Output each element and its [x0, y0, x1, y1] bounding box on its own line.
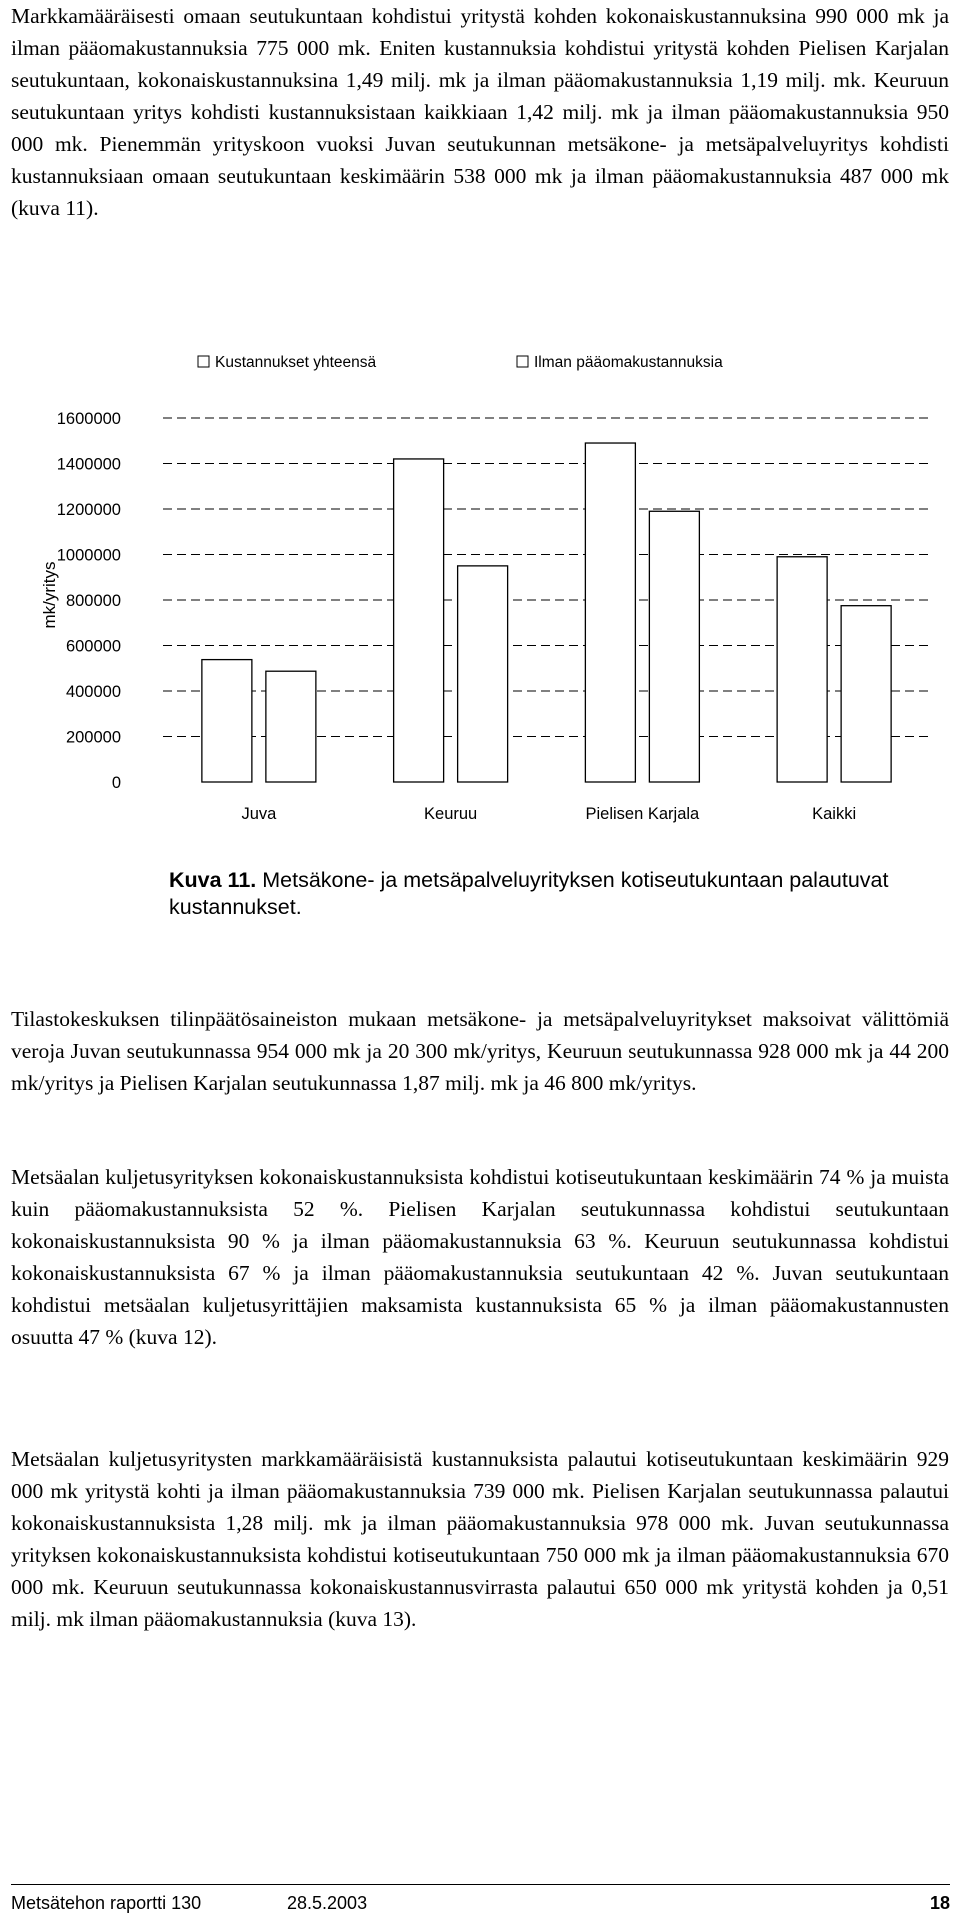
x-tick-label: Keuruu [424, 805, 478, 823]
y-axis-tick-labels [57, 410, 121, 792]
caption-label: Kuva 11. [169, 868, 257, 892]
legend-swatch [517, 356, 528, 367]
y-tick-label: 1400000 [56, 455, 121, 474]
x-tick-label: Pielisen Karjala [585, 805, 700, 823]
legend-label: Ilman pääomakustannuksia [534, 355, 723, 371]
bar [585, 443, 635, 782]
y-tick-label: 1600000 [56, 410, 121, 428]
y-axis-label: mk/yritys [40, 561, 59, 629]
chart-bars [202, 443, 891, 782]
footer-rule [11, 1884, 950, 1885]
x-axis-tick-labels [241, 805, 856, 823]
legend-label: Kustannukset yhteensä [215, 355, 377, 371]
bar [394, 459, 444, 782]
bar [777, 557, 827, 782]
y-tick-label: 200000 [65, 728, 121, 747]
y-tick-label: 800000 [65, 592, 121, 610]
paragraph-4: Metsäalan kuljetusyritysten markkamääräisistä kustannuksista palautui kotiseutukuntaan keskimäärin 929 000 mk yritystä kohti ja ilman pääomakustannuksia 739 000 mk. Pielisen Karjalan seutukunnassa palautui kokonaiskustannuksista 1,28 milj. mk ja ilman pääomakustannuksia 978 000 mk. Juvan seutukunnassa yrityksen kokonaiskustannuksista kohdistui kotiseutukuntaan 750 000 mk ja ilman pääomakustannuksia 670 000 mk. Keuruun seutukunnassa kokonaiskustannusvirrasta palautui 650 000 mk yritystä kohden ja 0,51 milj. mk ilman pääomakustannuksia (kuva 13). [11, 1447, 949, 1631]
figure-caption [169, 867, 929, 921]
y-tick-label: 600000 [65, 637, 121, 656]
paragraph-1: Markkamääräisesti omaan seutukuntaan kohdistui yritystä kohden kokonaiskustannuksina 990 000 mk ja ilman pääomakustannuksia 775 000 mk. Eniten kustannuksia kohdistui yritystä kohden Pielisen Karjalan seutukuntaan, kokonaiskustannuksina 1,49 milj. mk ja ilman pääomakustannuksia 1,19 milj. mk. Keuruun seutukuntaan yritys kohdisti kustannuksistaan kaikkiaan 1,42 milj. mk ja ilman pääomakustannuksia 950 000 mk. Pienemmän yrityskoon vuoksi Juvan seutukunnan metsäkone- ja metsäpalveluyritys kohdisti kustannuksiaan omaan seutukuntaan keskimäärin 538 000 mk ja ilman pääomakustannuksia 487 000 mk (kuva 11). [11, 4, 949, 220]
footer-publication: Metsätehon raportti 130 [11, 1893, 202, 1913]
bar [841, 606, 891, 782]
y-tick-label: 1000000 [56, 546, 121, 565]
x-tick-label: Juva [241, 805, 277, 823]
footer-date: 28.5.2003 [287, 1893, 368, 1913]
x-tick-label: Kaikki [812, 805, 857, 823]
bar [266, 671, 316, 782]
caption-text: Metsäkone- ja metsäpalveluyrityksen kotiseutukuntaan palautuvat kustannukset. [169, 868, 889, 919]
paragraph-3: Metsäalan kuljetusyrityksen kokonaiskustannuksista kohdistui kotiseutukuntaan keskimäärin 74 % ja muista kuin pääomakustannuksista 52 %. Pielisen Karjalan seutukunnassa kohdistui seutukuntaan kokonaiskustannuksista 90 % ja ilman pääomakustannuksia 63 %. Keuruun seutukunnassa kohdistui kokonaiskustannuksista 67 % ja ilman pääomakustannuksia seutukuntaan 42 %. Juvan seutukuntaan kohdistui metsäalan kuljetusyrittäjien maksamista kustannuksista 65 % ja ilman pääomakustannusten osuutta 47 % (kuva 12). [11, 1165, 949, 1349]
bar [202, 660, 252, 782]
paragraph-2: Tilastokeskuksen tilinpäätösaineiston mukaan metsäkone- ja metsäpalveluyritykset maksoivat välittömiä veroja Juvan seutukunnassa 954 000 mk ja 20 300 mk/yritys, Keuruun seutukunnassa 928 000 mk ja 44 200 mk/yritys ja Pielisen Karjalan seutukunnassa 1,87 milj. mk ja 46 800 mk/yritys. [11, 1007, 949, 1095]
bar-chart [0, 355, 960, 855]
y-tick-label: 400000 [65, 683, 121, 701]
y-tick-label: 0 [111, 774, 121, 792]
bar [458, 566, 508, 782]
bar [649, 511, 699, 782]
page-number: 18 [929, 1893, 950, 1913]
chart-legend [198, 355, 723, 371]
y-tick-label: 1200000 [56, 501, 121, 519]
legend-swatch [198, 356, 209, 367]
